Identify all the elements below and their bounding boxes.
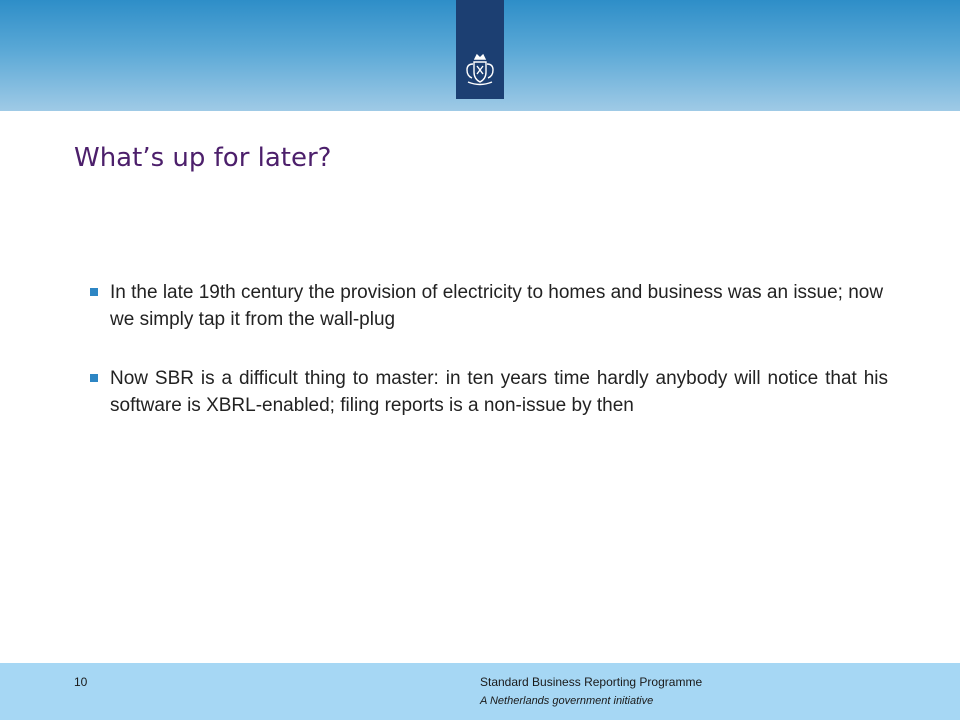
slide-title: What’s up for later? xyxy=(74,143,332,173)
bullet-text: In the late 19th century the provision of electricity to homes and business was an issue; now we simply tap it from the wall-plug xyxy=(110,282,884,330)
footer-tagline: A Netherlands government initiative xyxy=(480,695,654,707)
bullet-item xyxy=(88,365,888,419)
page-number: 10 xyxy=(74,675,88,689)
square-bullet-icon xyxy=(90,288,98,296)
square-bullet-icon xyxy=(90,374,98,382)
footer-organization: Standard Business Reporting Programme xyxy=(480,675,703,689)
government-logo xyxy=(456,0,504,99)
royal-coat-of-arms-icon xyxy=(460,50,500,90)
footer-band xyxy=(0,663,960,720)
bullet-list xyxy=(88,279,888,451)
bullet-text: Now SBR is a difficult thing to master: in ten years time hardly anybody will notice that his software is XBRL-enabled; filing reports is a non-issue by then xyxy=(110,368,888,416)
bullet-item xyxy=(88,279,888,333)
